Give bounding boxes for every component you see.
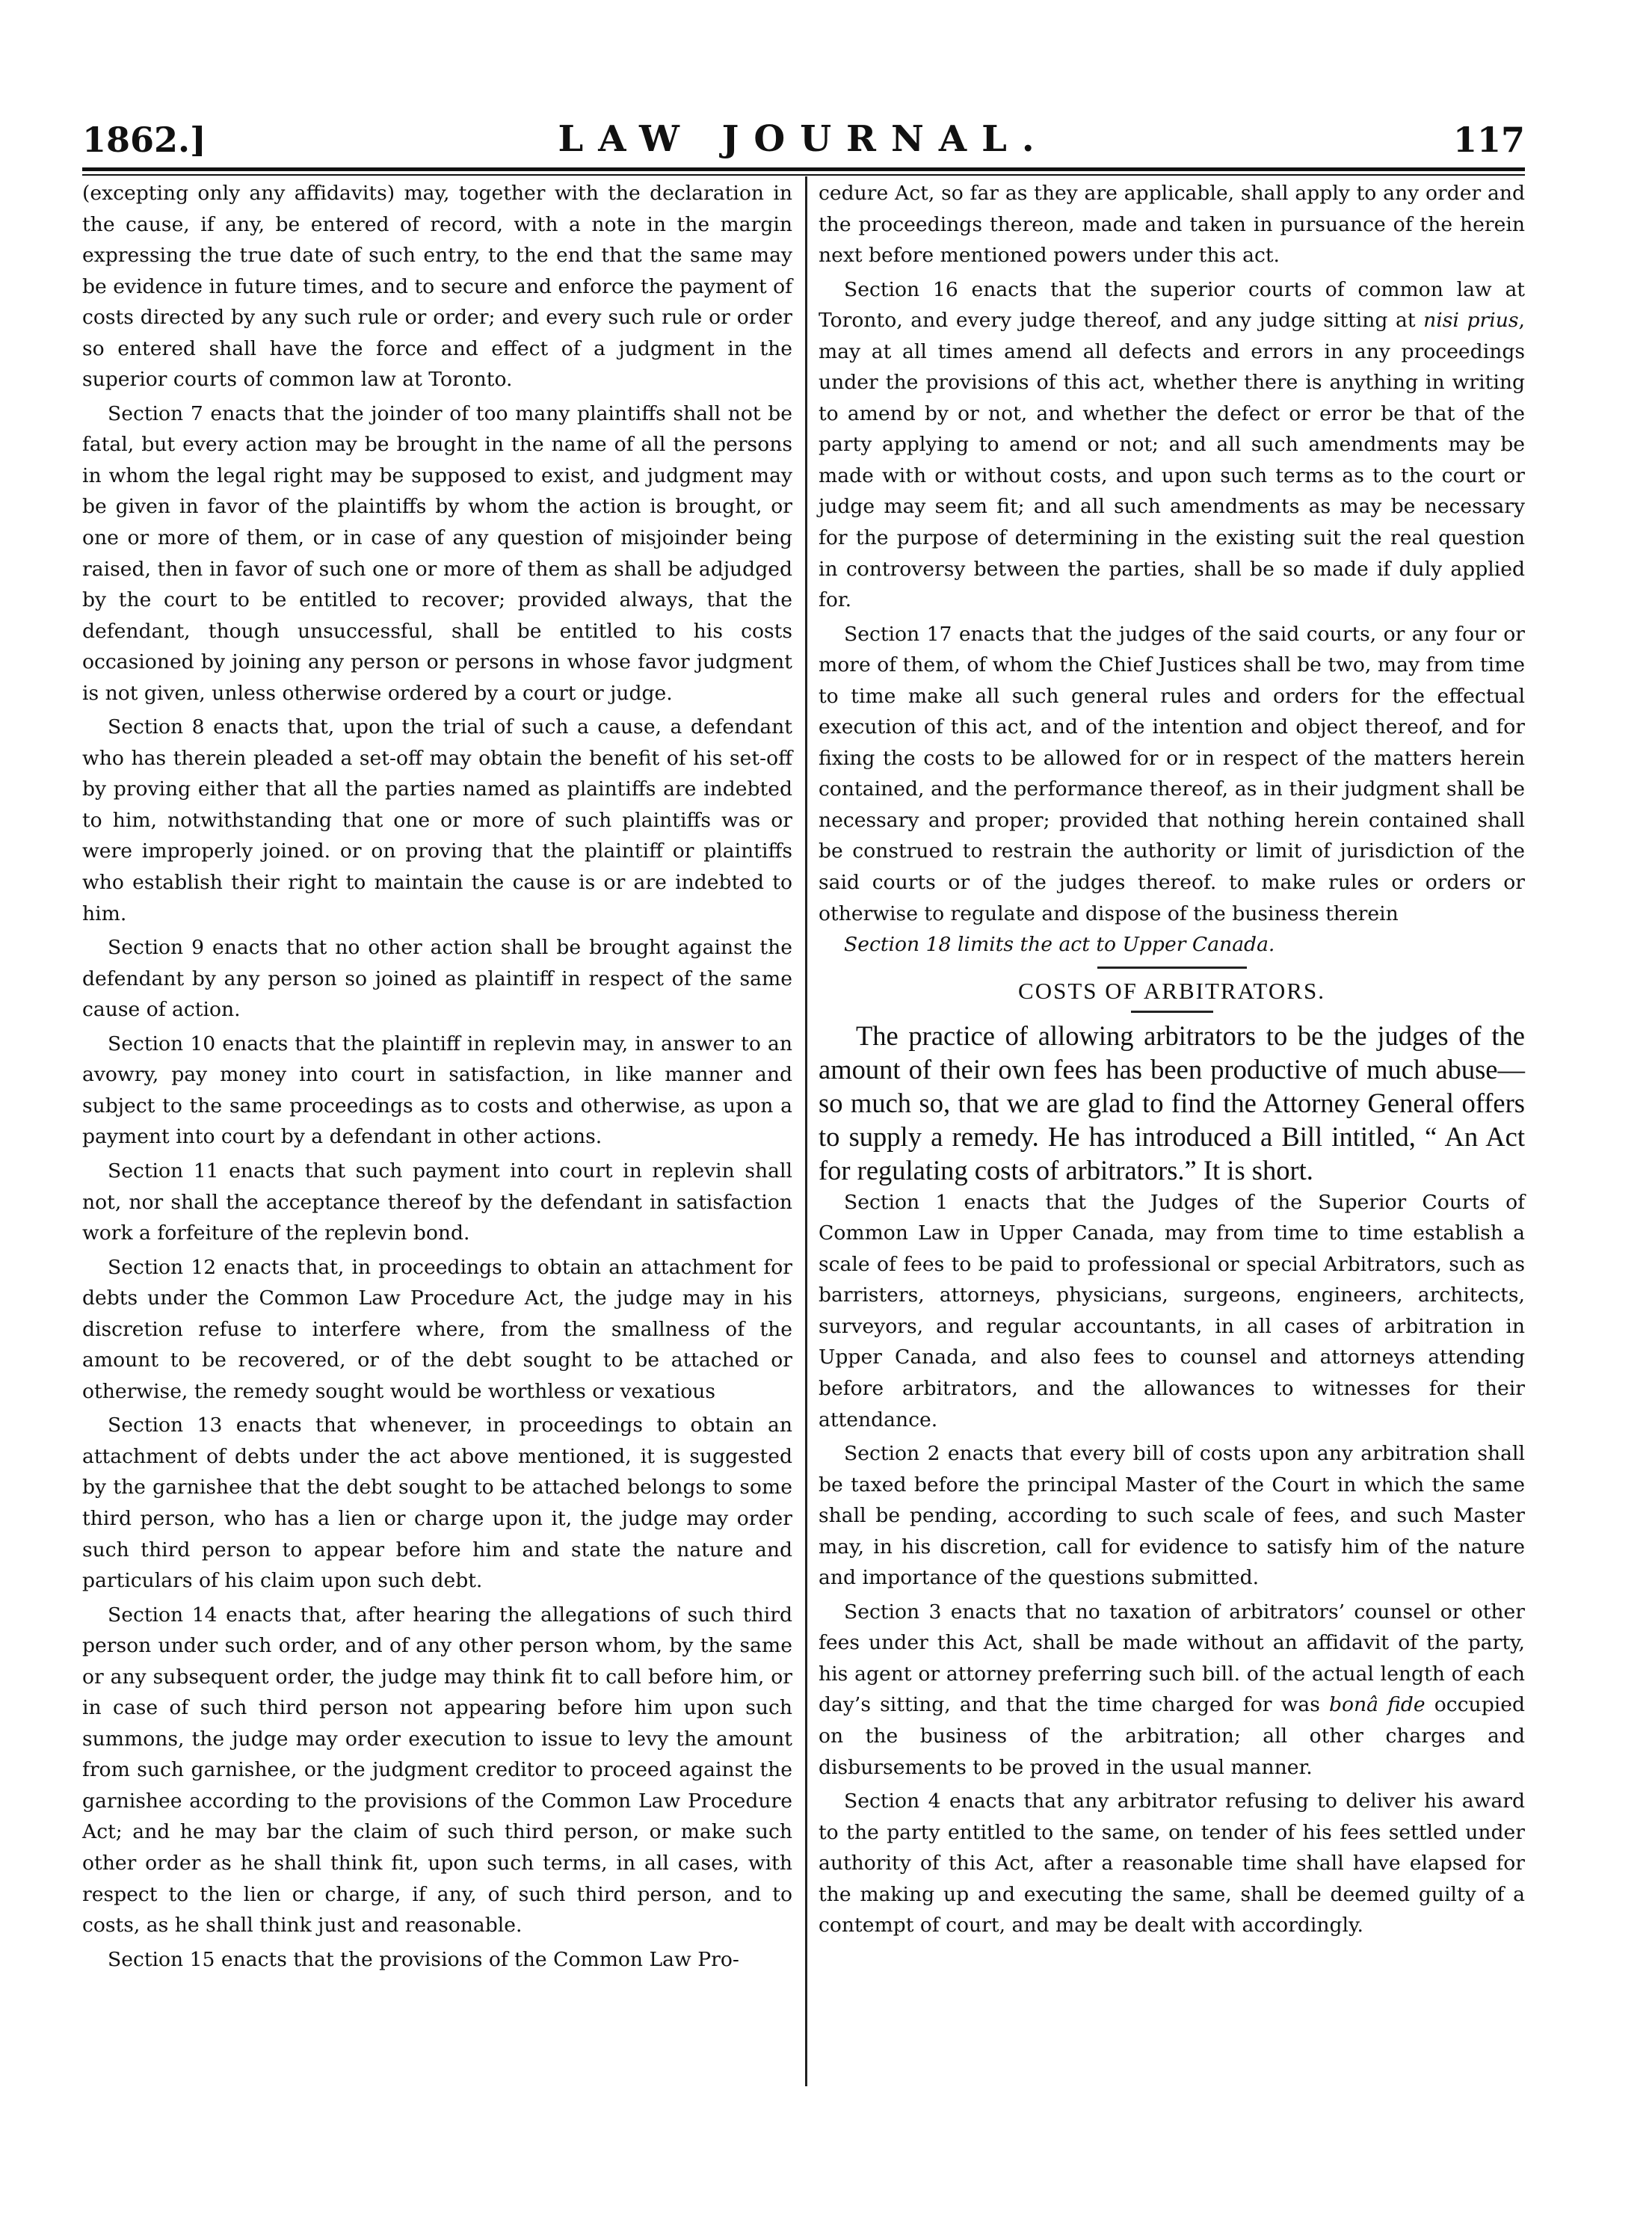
paragraph: (excepting only any affidavits) may, together with the declaration in the cause, if any, be entered of record, with a note in the margin expressing the true date of such entry, to the end that the same may be evidence in future times, and to secure and enforce the payment of costs directed by any such rule or order; and every such rule or order so entered shall have the force and effect of a judgment in the superior courts of common law at Toronto. [82,182,792,392]
paragraph-section-10: Section 10 enacts that the plaintiff in replevin may, in answer to an avowry, pay money into court in satisfaction, in like manner and subject to the same proceedings as to costs and otherwise, as upon a payment into court by a defendant in other actions. [82,1032,792,1149]
paragraph-section-12: Section 12 enacts that, in proceedings to obtain an attachment for debts under the Common Law Procedure Act, the judge may in his discretion refuse to interfere where, from the smallness of the amount to be recovered, or of the debt sought to be attached or otherwise, the remedy sought would be worthless or vexatious [82,1255,792,1403]
paragraph-section-18: Section 18 limits the act to Upper Canada. [844,933,1275,957]
header-year: 1862.] [82,120,206,160]
column-divider [805,176,807,2086]
paragraph-section-9: Section 9 enacts that no other action shall be brought against the defendant by any person so joined as plaintiff in respect of the same cause of action. [82,936,792,1022]
text-run: Section 3 enacts that no taxation of arbitrators’ counsel or other fees under this Act, shall be made without an affidavit of the party, his agent or attorney preferring such bill. of the actual length of each day’s sitting, and that the time charged for was [819,1600,1525,1717]
header-title: LAW JOURNAL. [558,118,1050,160]
paragraph-section-14: Section 14 enacts that, after hearing the allegations of such third person under such order, and of any other person whom, by the same or any subsequent order, the judge may think fit to call before him, or in case of such third person not appearing before him upon such summons, the judge may order execution to issue to levy the amount from such garnishee, or the judgment creditor to proceed against the garnishee according to the provisions of the Common Law Procedure Act; and he may bar the claim of such third person, or make such other order as he shall think fit, upon such terms, in all cases, with respect to the lien or charge, if any, of such third person, and to costs, as he shall think just and reasonable. [82,1603,792,1938]
header-rule-thick [82,167,1525,171]
paragraph-section-15: Section 15 enacts that the provisions of the Common Law Pro- [108,1947,739,1971]
paragraph-arb-section-1: Section 1 enacts that the Judges of the Superior Courts of Common Law in Upper Canada, may from time to time establish a scale of fees to be paid to professional or special Arbitrators, such as barristers, attorneys, physicians, surgeons, engineers, architects, surveyors, and regular accountants, in all cases of arbitration in Upper Canada, and also fees to counsel and attorneys attending before arbitrators, and the allowances to witnesses for their attendance. [819,1190,1525,1431]
text-run: Section 16 enacts that the superior courts of common law at Toronto, and every judge thereof, and any judge sitting at [819,277,1525,333]
paragraph-section-8: Section 8 enacts that, upon the trial of such a cause, a defendant who has therein pleaded a set-off may obtain the benefit of his set-off by proving either that all the parties named as plaintiffs are indebted to him, notwithstanding that one or more of such plaintiffs was or were improperly joined. or on proving that the plaintiff or plaintiffs who establish their right to maintain the cause is or are indebted to him. [82,715,792,925]
paragraph-section-17: Section 17 enacts that the judges of the said courts, or any four or more of them, of whom the Chief Justices shall be two, may from time to time make all such general rules and orders for the effectual execution of this act, and of the intention and object thereof, and for fixing the costs to be allowed for or in respect of the matters herein contained, and the performance thereof, as in their judgment shall be necessary and proper; provided that nothing herein contained shall be construed to restrain the authority or limit of jurisdiction of the said courts or of the judges thereof. to make rules or orders or otherwise to regulate and dispose of the business therein [819,622,1525,925]
right-column [819,178,1525,1941]
paragraph-section-7: Section 7 enacts that the joinder of too many plaintiffs shall not be fatal, but every action may be brought in the name of all the persons in whom the legal right may be supposed to exist, and judgment may be given in favor of the plaintiffs by whom the action is brought, or one or more of them, or in case of any question of misjoinder being raised, then in favor of such one or more of them as shall be adjudged by the court to be entitled to recover; provided always, that the defendant, though unsuccessful, shall be entitled to his costs occasioned by joining any person or persons in whose favor judgment is not given, unless otherwise ordered by a court or judge. [82,401,792,705]
text-run: occupied on the business of the arbitration; all other charges and disbursements to be proved in the usual manner. [819,1693,1525,1779]
section-rule [1097,967,1247,969]
header-page-number: 117 [1452,120,1525,160]
paragraph: cedure Act, so far as they are applicable, shall apply to any order and the proceedings thereon, made and taken in pursuance of the herein next before mentioned powers under this act. [819,182,1525,268]
paragraph-section-13: Section 13 enacts that whenever, in proceedings to obtain an attachment of debts under the act above mentioned, it is suggested by the garnishee that the debt sought to be attached belongs to some third person, who has a lien or charge upon it, the judge may order such third person to appear before him and state the nature and particulars of his claim upon such debt. [82,1414,792,1593]
italic-text: nisi prius [1423,309,1519,333]
paragraph-arb-section-2: Section 2 enacts that every bill of costs upon any arbitration shall be taxed before the principal Master of the Court in which the same shall be pending, according to such scale of fees, and such Master may, in his discretion, call for evidence to satisfy him of the nature and importance of the questions submitted. [819,1442,1525,1590]
paragraph-arb-section-4: Section 4 enacts that any arbitrator refusing to deliver his award to the party entitled to the same, on tender of his fees settled under authority of this Act, after a reasonable time shall have elapsed for the making up and executing the same, shall be deemed guilty of a contempt of court, and may be dealt with accordingly. [819,1790,1525,1938]
paragraph-arb-section-3 [819,1597,1525,1783]
paragraph-section-16 [819,274,1525,616]
left-column [82,178,792,1975]
page-header [82,112,1525,172]
heading-underline [1131,1011,1213,1013]
text-run: , may at all times amend all defects and errors in any proceedings under the provisions of this act, whether there is anything in writing to amend by or not, and whether the defect or error be that of the party applying to amend or not; and all such amendments may be made with or without costs, and upon such terms as to the court or judge may seem fit; and all such amendments as may be necessary for the purpose of determining in the existing suit the real question in controversy between the parties, shall be so made if duly applied for. [819,309,1525,612]
italic-text: bonâ fide [1329,1693,1426,1717]
article-heading: COSTS OF ARBITRATORS. [1018,977,1325,1004]
paragraph-section-11: Section 11 enacts that such payment into court in replevin shall not, nor shall the acceptance thereof by the defendant in satisfaction work a forfeiture of the replevin bond. [82,1159,792,1245]
header-rule-thin [82,174,1525,176]
article-intro: The practice of allowing arbitrators to be the judges of the amount of their own fees has been productive of much abuse—so much so, that we are glad to find the Attorney General offers to supply a remedy. He has introduced a Bill intitled, “ An Act for regulating costs of arbitrators.” It is short. [819,1020,1525,1186]
